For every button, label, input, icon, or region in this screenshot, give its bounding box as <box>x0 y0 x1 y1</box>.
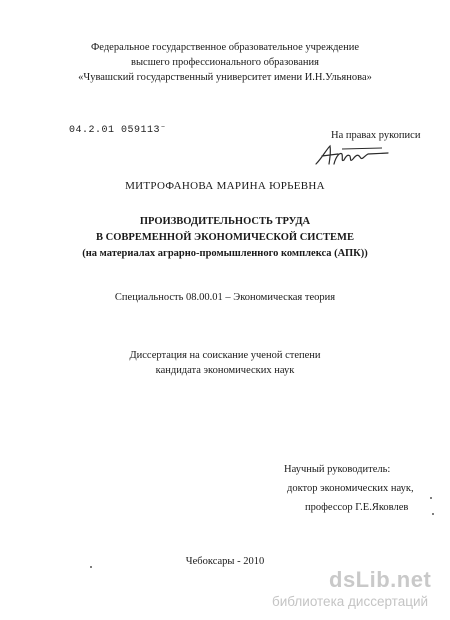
degree-line-2: кандидата экономических наук <box>155 365 295 376</box>
advisor-label: Научный руководитель: <box>284 464 391 475</box>
city-year: Чебоксары - 2010 <box>185 556 265 567</box>
institution-line-2: высшего профессионального образования <box>131 57 319 68</box>
watermark-tagline: библиотека диссертаций <box>272 594 429 609</box>
author-name: МИТРОФАНОВА МАРИНА ЮРЬЕВНА <box>125 180 325 192</box>
degree-line-1: Диссертация на соискание ученой степени <box>129 350 321 361</box>
archive-code-stamp: 04.2.01 059113⁻ <box>69 125 167 136</box>
title-line-2: В СОВРЕМЕННОЙ ЭКОНОМИЧЕСКОЙ СИСТЕМЕ <box>96 232 354 243</box>
advisor-name: профессор Г.Е.Яковлев <box>305 502 409 513</box>
specialty-line: Специальность 08.00.01 – Экономическая теория <box>114 292 336 303</box>
institution-line-3: «Чувашский государственный университет имени И.Н.Ульянова» <box>78 72 372 83</box>
signature-icon <box>312 142 392 168</box>
dissertation-degree <box>0 348 450 378</box>
institution-header <box>0 40 450 85</box>
institution-line-1: Федеральное государственное образовательное учреждение <box>91 42 359 53</box>
scan-speck <box>432 513 434 515</box>
manuscript-rights-label: На правах рукописи <box>331 130 421 141</box>
watermark-logo: dsLib.net <box>329 567 432 592</box>
title-line-3: (на материалах аграрно-промышленного комплекса (АПК)) <box>82 248 368 259</box>
dissertation-title <box>0 214 450 262</box>
advisor-degree: доктор экономических наук, <box>287 483 414 494</box>
scan-speck <box>430 497 432 499</box>
title-line-1: ПРОИЗВОДИТЕЛЬНОСТЬ ТРУДА <box>139 216 311 227</box>
